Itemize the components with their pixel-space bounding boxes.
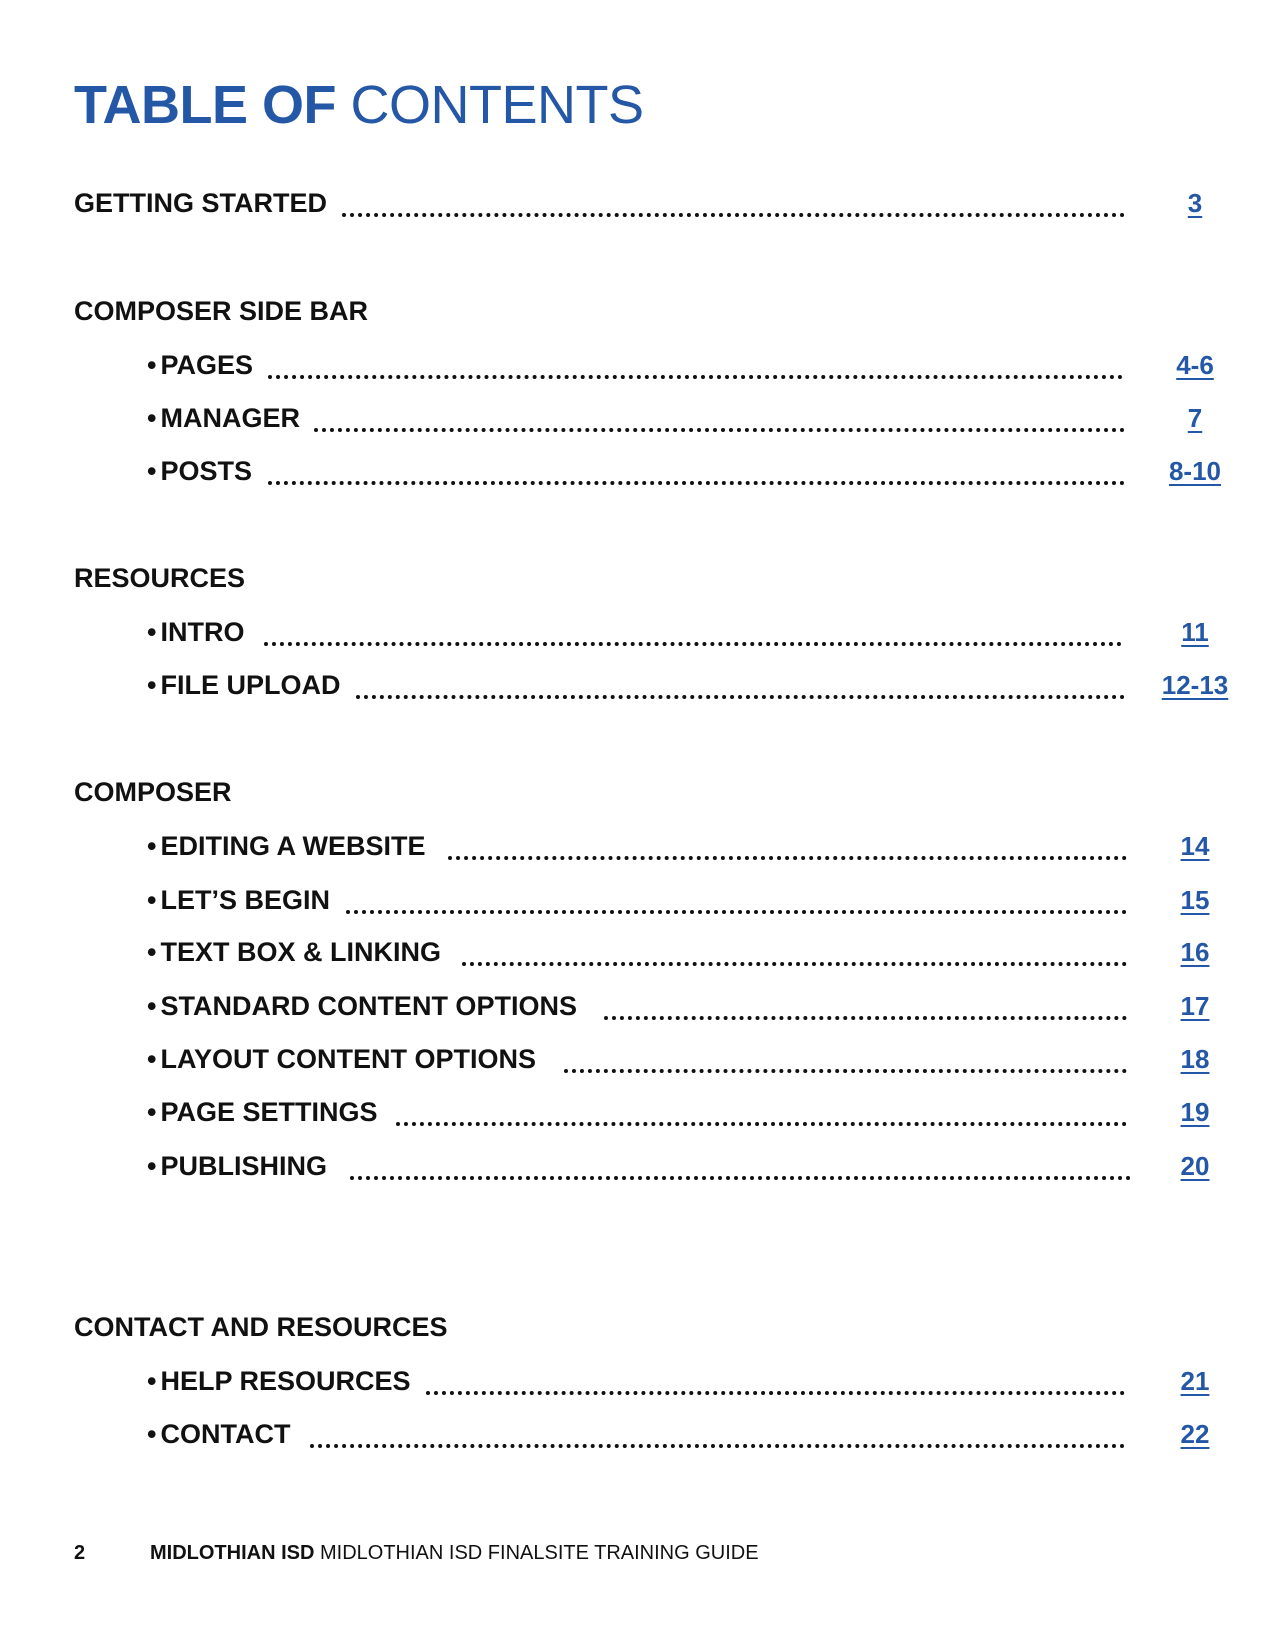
bullet-icon: • [147, 831, 157, 861]
toc-page-link[interactable]: 12-13 [1161, 670, 1229, 700]
toc-page-link[interactable]: 22 [1180, 1419, 1210, 1449]
section-heading: RESOURCES [74, 563, 246, 593]
footer-page-number: 2 [74, 1542, 86, 1564]
bullet-icon: • [147, 1419, 157, 1449]
section-heading: CONTACT AND RESOURCES [74, 1312, 448, 1342]
toc-entry-standard-content-options [0, 986, 1275, 1026]
toc-entry-label: • INTRO [147, 612, 244, 652]
toc-entry-label: • LAYOUT CONTENT OPTIONS [147, 1039, 536, 1079]
toc-entry-label: • TEXT BOX & LINKING [147, 932, 441, 972]
toc-entry-publishing [0, 1146, 1275, 1186]
toc-entry-help-resources [0, 1361, 1275, 1401]
toc-page-link[interactable]: 8-10 [1168, 456, 1222, 486]
toc-entry-label: • LET’S BEGIN [147, 880, 330, 920]
toc-page-link[interactable]: 4-6 [1176, 350, 1214, 380]
leader-dots [310, 1444, 1125, 1448]
toc-entry-page-settings [0, 1092, 1275, 1132]
leader-dots [564, 1069, 1127, 1073]
bullet-icon: • [147, 937, 157, 967]
bullet-icon: • [147, 991, 157, 1021]
toc-page-link[interactable]: 19 [1180, 1097, 1210, 1127]
toc-page-link[interactable]: 16 [1180, 937, 1210, 967]
toc-page-link[interactable]: 15 [1180, 885, 1210, 915]
leader-dots [346, 910, 1127, 914]
page-title-bold: TABLE OF [74, 75, 336, 135]
toc-entry-label: • EDITING A WEBSITE [147, 826, 425, 866]
toc-entry-manager [0, 398, 1275, 438]
leader-dots [604, 1016, 1127, 1020]
toc-entry-label: GETTING STARTED [74, 188, 327, 218]
toc-section-composer [0, 772, 1275, 812]
toc-entry-layout-content-options [0, 1039, 1275, 1079]
toc-page-link[interactable]: 3 [1187, 188, 1203, 218]
leader-dots [426, 1391, 1125, 1395]
toc-section-composer-side-bar [0, 291, 1275, 331]
toc-page-link[interactable]: 20 [1180, 1151, 1210, 1181]
leader-dots [268, 481, 1125, 485]
leader-dots [356, 695, 1125, 699]
page-title [74, 70, 643, 140]
toc-entry-file-upload [0, 665, 1275, 705]
toc-entry-text-box-linking [0, 932, 1275, 972]
toc-entry-getting-started [0, 183, 1275, 223]
toc-entry-label: • PUBLISHING [147, 1146, 327, 1186]
bullet-icon: • [147, 885, 157, 915]
toc-page-link[interactable]: 14 [1180, 831, 1210, 861]
toc-entry-label: • PAGE SETTINGS [147, 1092, 377, 1132]
toc-entry-editing-a-website [0, 826, 1275, 866]
toc-entry-contact [0, 1414, 1275, 1454]
bullet-icon: • [147, 403, 157, 433]
toc-page-link[interactable]: 18 [1180, 1044, 1210, 1074]
page-title-light: CONTENTS [350, 75, 644, 135]
toc-entry-label: • HELP RESOURCES [147, 1361, 411, 1401]
toc-entry-label: • STANDARD CONTENT OPTIONS [147, 986, 577, 1026]
toc-section-resources [0, 558, 1275, 598]
footer-brand-name: MIDLOTHIAN ISD [150, 1542, 315, 1564]
leader-dots [350, 1176, 1131, 1180]
toc-page-link[interactable]: 21 [1180, 1366, 1210, 1396]
leader-dots [314, 428, 1125, 432]
bullet-icon: • [147, 1366, 157, 1396]
toc-section-contact-and-resources [0, 1307, 1275, 1347]
toc-entry-label: • CONTACT [147, 1414, 290, 1454]
leader-dots [396, 1122, 1127, 1126]
toc-entry-intro [0, 612, 1275, 652]
leader-dots [342, 213, 1125, 217]
footer-brand [150, 1538, 759, 1568]
leader-dots [462, 962, 1127, 966]
toc-entry-pages [0, 345, 1275, 385]
bullet-icon: • [147, 1044, 157, 1074]
toc-page-link[interactable]: 17 [1180, 991, 1210, 1021]
bullet-icon: • [147, 350, 157, 380]
leader-dots [268, 375, 1123, 379]
bullet-icon: • [147, 456, 157, 486]
toc-entry-label: • POSTS [147, 451, 252, 491]
toc-page-link[interactable]: 7 [1187, 403, 1203, 433]
bullet-icon: • [147, 1151, 157, 1181]
footer-subtitle: MIDLOTHIAN ISD FINALSITE TRAINING GUIDE [320, 1542, 759, 1564]
toc-entry-label: • MANAGER [147, 398, 300, 438]
section-heading: COMPOSER SIDE BAR [74, 296, 369, 326]
bullet-icon: • [147, 1097, 157, 1127]
bullet-icon: • [147, 617, 157, 647]
toc-entry-label: • PAGES [147, 345, 253, 385]
toc-entry-label: • FILE UPLOAD [147, 665, 340, 705]
leader-dots [448, 856, 1127, 860]
toc-entry-posts [0, 451, 1275, 491]
leader-dots [264, 642, 1122, 646]
bullet-icon: • [147, 670, 157, 700]
toc-page-link[interactable]: 11 [1181, 617, 1209, 647]
section-heading: COMPOSER [74, 777, 232, 807]
toc-entry-lets-begin [0, 880, 1275, 920]
